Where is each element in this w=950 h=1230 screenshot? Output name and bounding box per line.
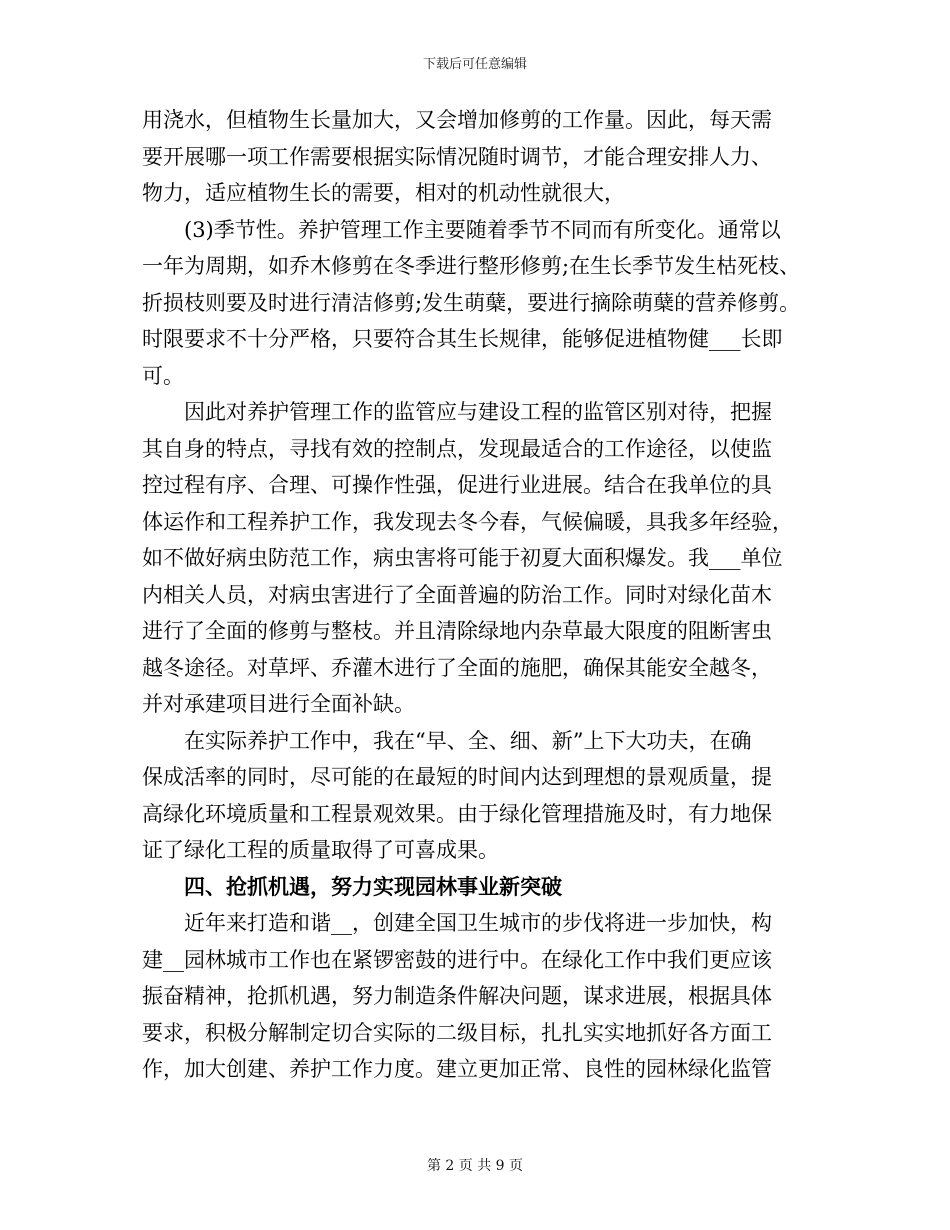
paragraph-line: 要求，积极分解制定切合实际的二级目标，扎扎实实地抓好各方面工 bbox=[142, 1020, 772, 1045]
paragraph-line: 在实际养护工作中，我在“早、全、细、新”上下大功夫，在确 bbox=[184, 728, 752, 753]
paragraph-line: 作，加大创建、养护工作力度。建立更加正常、良性的园林绿化监管 bbox=[142, 1057, 772, 1081]
paragraph-line: 体运作和工程养护工作，我发现去冬今春，气候偏暖，具我多年经验， bbox=[142, 509, 793, 534]
page-header: 下载后可任意编辑 bbox=[422, 57, 527, 72]
paragraph-line: 进行了全面的修剪与整枝。并且清除绿地内杂草最大限度的阻断害虫 bbox=[142, 619, 772, 643]
paragraph-line: 如不做好病虫防范工作，病虫害将可能于初夏大面积爆发。我___单位 bbox=[142, 546, 783, 570]
paragraph-line: 要开展哪一项工作需要根据实际情况随时调节，才能合理安排人力、 bbox=[142, 144, 772, 169]
paragraph-line: (3)季节性。养护管理工作主要随着季节不同而有所变化。通常以 bbox=[184, 217, 781, 242]
paragraph-line: 越冬途径。对草坪、乔灌木进行了全面的施肥，确保其能安全越冬， bbox=[142, 655, 772, 680]
page-number-footer: 第 2 页 共 9 页 bbox=[426, 1158, 524, 1174]
paragraph-line: 用浇水，但植物生长量加大，又会增加修剪的工作量。因此，每天需 bbox=[142, 108, 772, 132]
paragraph-line: 折损枝则要及时进行清洁修剪;发生萌蘖，要进行摘除萌蘖的营养修剪。 bbox=[142, 290, 801, 315]
paragraph-line: 近年来打造和谐__，创建全国卫生城市的步伐将进一步加快，构 bbox=[184, 911, 772, 935]
paragraph-line: 其自身的特点，寻找有效的控制点，发现最适合的工作途径，以使监 bbox=[142, 436, 772, 461]
paragraph-line: 时限要求不十分严格，只要符合其生长规律，能够促进植物健___长即 bbox=[142, 327, 783, 351]
paragraph-line: 并对承建项目进行全面补缺。 bbox=[142, 692, 415, 716]
paragraph-line: 证了绿化工程的质量取得了可喜成果。 bbox=[142, 838, 499, 862]
paragraph-line: 振奋精神，抢抓机遇，努力制造条件解决问题，谋求进展，根据具体 bbox=[142, 984, 772, 1008]
section-heading: 四、抢抓机遇，努力实现园林事业新突破 bbox=[184, 873, 562, 899]
paragraph-line: 因此对养护管理工作的监管应与建设工程的监管区别对待，把握 bbox=[184, 400, 772, 424]
paragraph-line: 物力，适应植物生长的需要，相对的机动性就很大， bbox=[142, 181, 625, 205]
paragraph-line: 高绿化环境质量和工程景观效果。由于绿化管理措施及时，有力地保 bbox=[142, 801, 772, 826]
paragraph-line: 可。 bbox=[142, 363, 184, 388]
document-body bbox=[142, 102, 822, 1088]
paragraph-line: 一年为周期，如乔木修剪在冬季进行整形修剪;在生长季节发生枯死枝、 bbox=[142, 254, 801, 278]
paragraph-line: 保成活率的同时，尽可能的在最短的时间内达到理想的景观质量，提 bbox=[142, 765, 772, 789]
paragraph-line: 内相关人员，对病虫害进行了全面普遍的防治工作。同时对绿化苗木 bbox=[142, 582, 772, 607]
paragraph-line: 建__园林城市工作也在紧锣密鼓的进行中。在绿化工作中我们更应该 bbox=[142, 947, 772, 972]
paragraph-line: 控过程有序、合理、可操作性强，促进行业进展。结合在我单位的具 bbox=[142, 473, 772, 497]
